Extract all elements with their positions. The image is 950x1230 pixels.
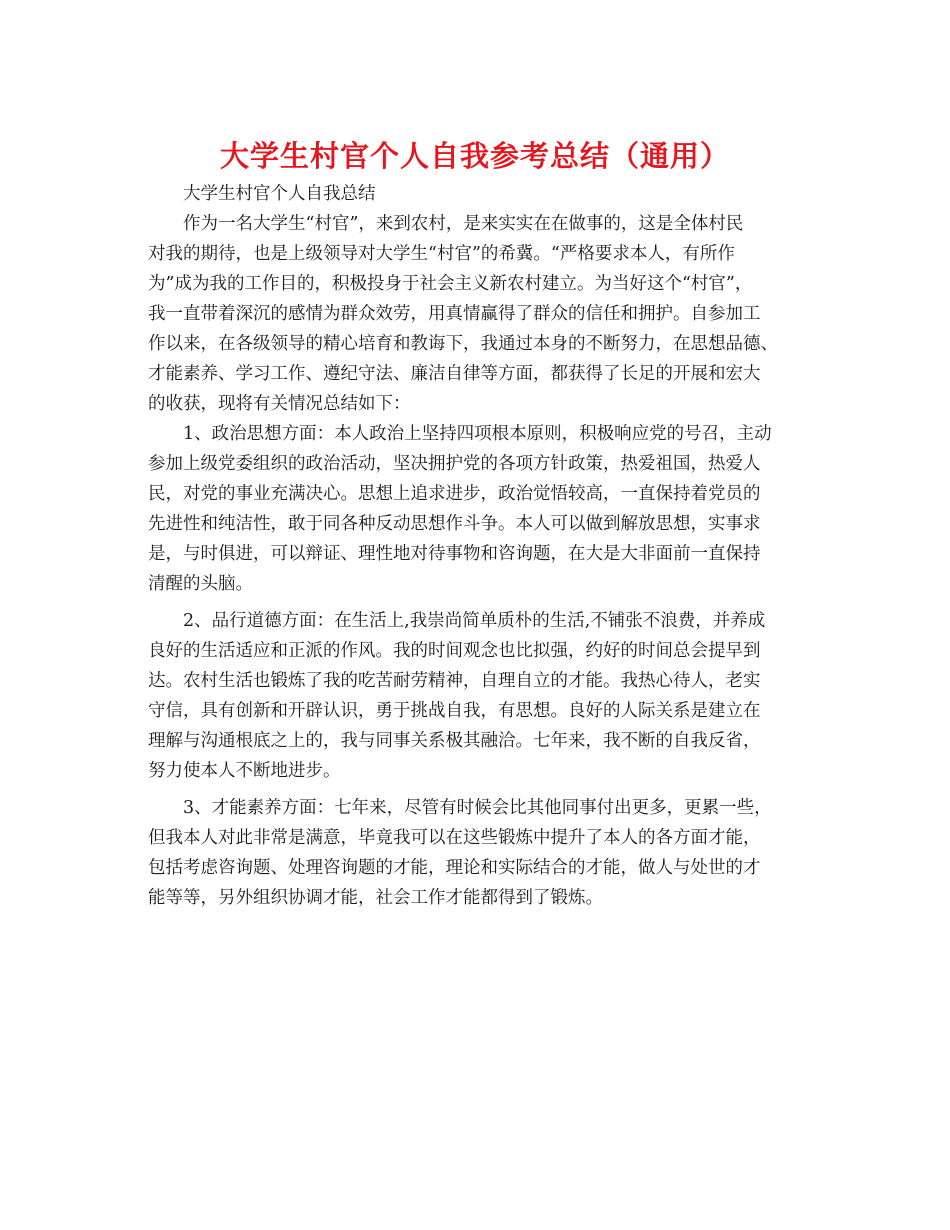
document-title: 大学生村官个人自我参考总结（通用） — [219, 139, 730, 173]
paragraph-line: 努力使本人不断地进步。 — [148, 761, 341, 781]
paragraph-gap — [148, 786, 808, 793]
paragraph-line: 守信，具有创新和开辟认识，勇于挑战自我，有思想。良好的人际关系是建立在 — [148, 701, 761, 721]
paragraph-line: 作以来，在各级领导的精心培育和教诲下，我通过本身的不断努力，在思想品德、 — [148, 334, 778, 354]
paragraph-gap — [148, 599, 808, 606]
paragraph-line: 达。农村生活也锻炼了我的吃苦耐劳精神，自理自立的才能。我热心待人，老实 — [148, 671, 761, 691]
document-subtitle: 大学生村官个人自我总结 — [183, 184, 376, 204]
paragraph-line: 先进性和纯洁性，敢于同各种反动思想作斗争。本人可以做到解放思想，实事求 — [148, 514, 761, 534]
paragraph-intro — [148, 209, 808, 419]
paragraph-line: 但我本人对此非常是满意，毕竟我可以在这些锻炼中提升了本人的各方面才能， — [148, 828, 761, 848]
paragraph-line: 1、政治思想方面：本人政治上坚持四项根本原则，积极响应党的号召，主动 — [183, 424, 772, 444]
paragraph-line: 作为一名大学生“村官”，来到农村，是来实实在在做事的，这是全体村民 — [183, 214, 744, 234]
paragraph-line: 是，与时俱进，可以辩证、理性地对待事物和咨询题，在大是大非面前一直保持 — [148, 544, 761, 564]
paragraph-line: 我一直带着深沉的感情为群众效劳，用真情赢得了群众的信任和拥护。自参加工 — [148, 304, 761, 324]
document-body — [148, 179, 808, 913]
paragraph-line: 包括考虑咨询题、处理咨询题的才能，理论和实际结合的才能，做人与处世的才 — [148, 858, 761, 878]
paragraph-line: 才能素养、学习工作、遵纪守法、廉洁自律等方面，都获得了长足的开展和宏大 — [148, 364, 761, 384]
paragraph-line: 2、品行道德方面：在生活上,我崇尚简单质朴的生活,不铺张不浪费，并养成 — [183, 611, 766, 631]
paragraph-moral-conduct — [148, 606, 808, 786]
paragraph-line: 为”成为我的工作目的，积极投身于社会主义新农村建立。为当好这个“村官”， — [148, 274, 753, 294]
paragraph-line: 能等等，另外组织协调才能，社会工作才能都得到了锻炼。 — [148, 888, 603, 908]
paragraph-line: 民，对党的事业充满决心。思想上追求进步，政治觉悟较高，一直保持着党员的 — [148, 484, 761, 504]
paragraph-line: 对我的期待，也是上级领导对大学生“村官”的希冀。“严格要求本人，有所作 — [148, 244, 735, 264]
paragraph-line: 的收获，现将有关情况总结如下： — [148, 394, 411, 414]
paragraph-line: 清醒的头脑。 — [148, 574, 253, 594]
paragraph-political-thought — [148, 419, 808, 599]
paragraph-line: 理解与沟通根底之上的，我与同事关系极其融洽。七年来，我不断的自我反省， — [148, 731, 761, 751]
paragraph-ability — [148, 793, 808, 913]
paragraph-line: 良好的生活适应和正派的作风。我的时间观念也比拟强，约好的时间总会提早到 — [148, 641, 761, 661]
paragraph-line: 参加上级党委组织的政治活动，坚决拥护党的各项方针政策，热爱祖国，热爱人 — [148, 454, 761, 474]
paragraph-line: 3、才能素养方面：七年来，尽管有时候会比其他同事付出更多，更累一些， — [183, 798, 772, 818]
